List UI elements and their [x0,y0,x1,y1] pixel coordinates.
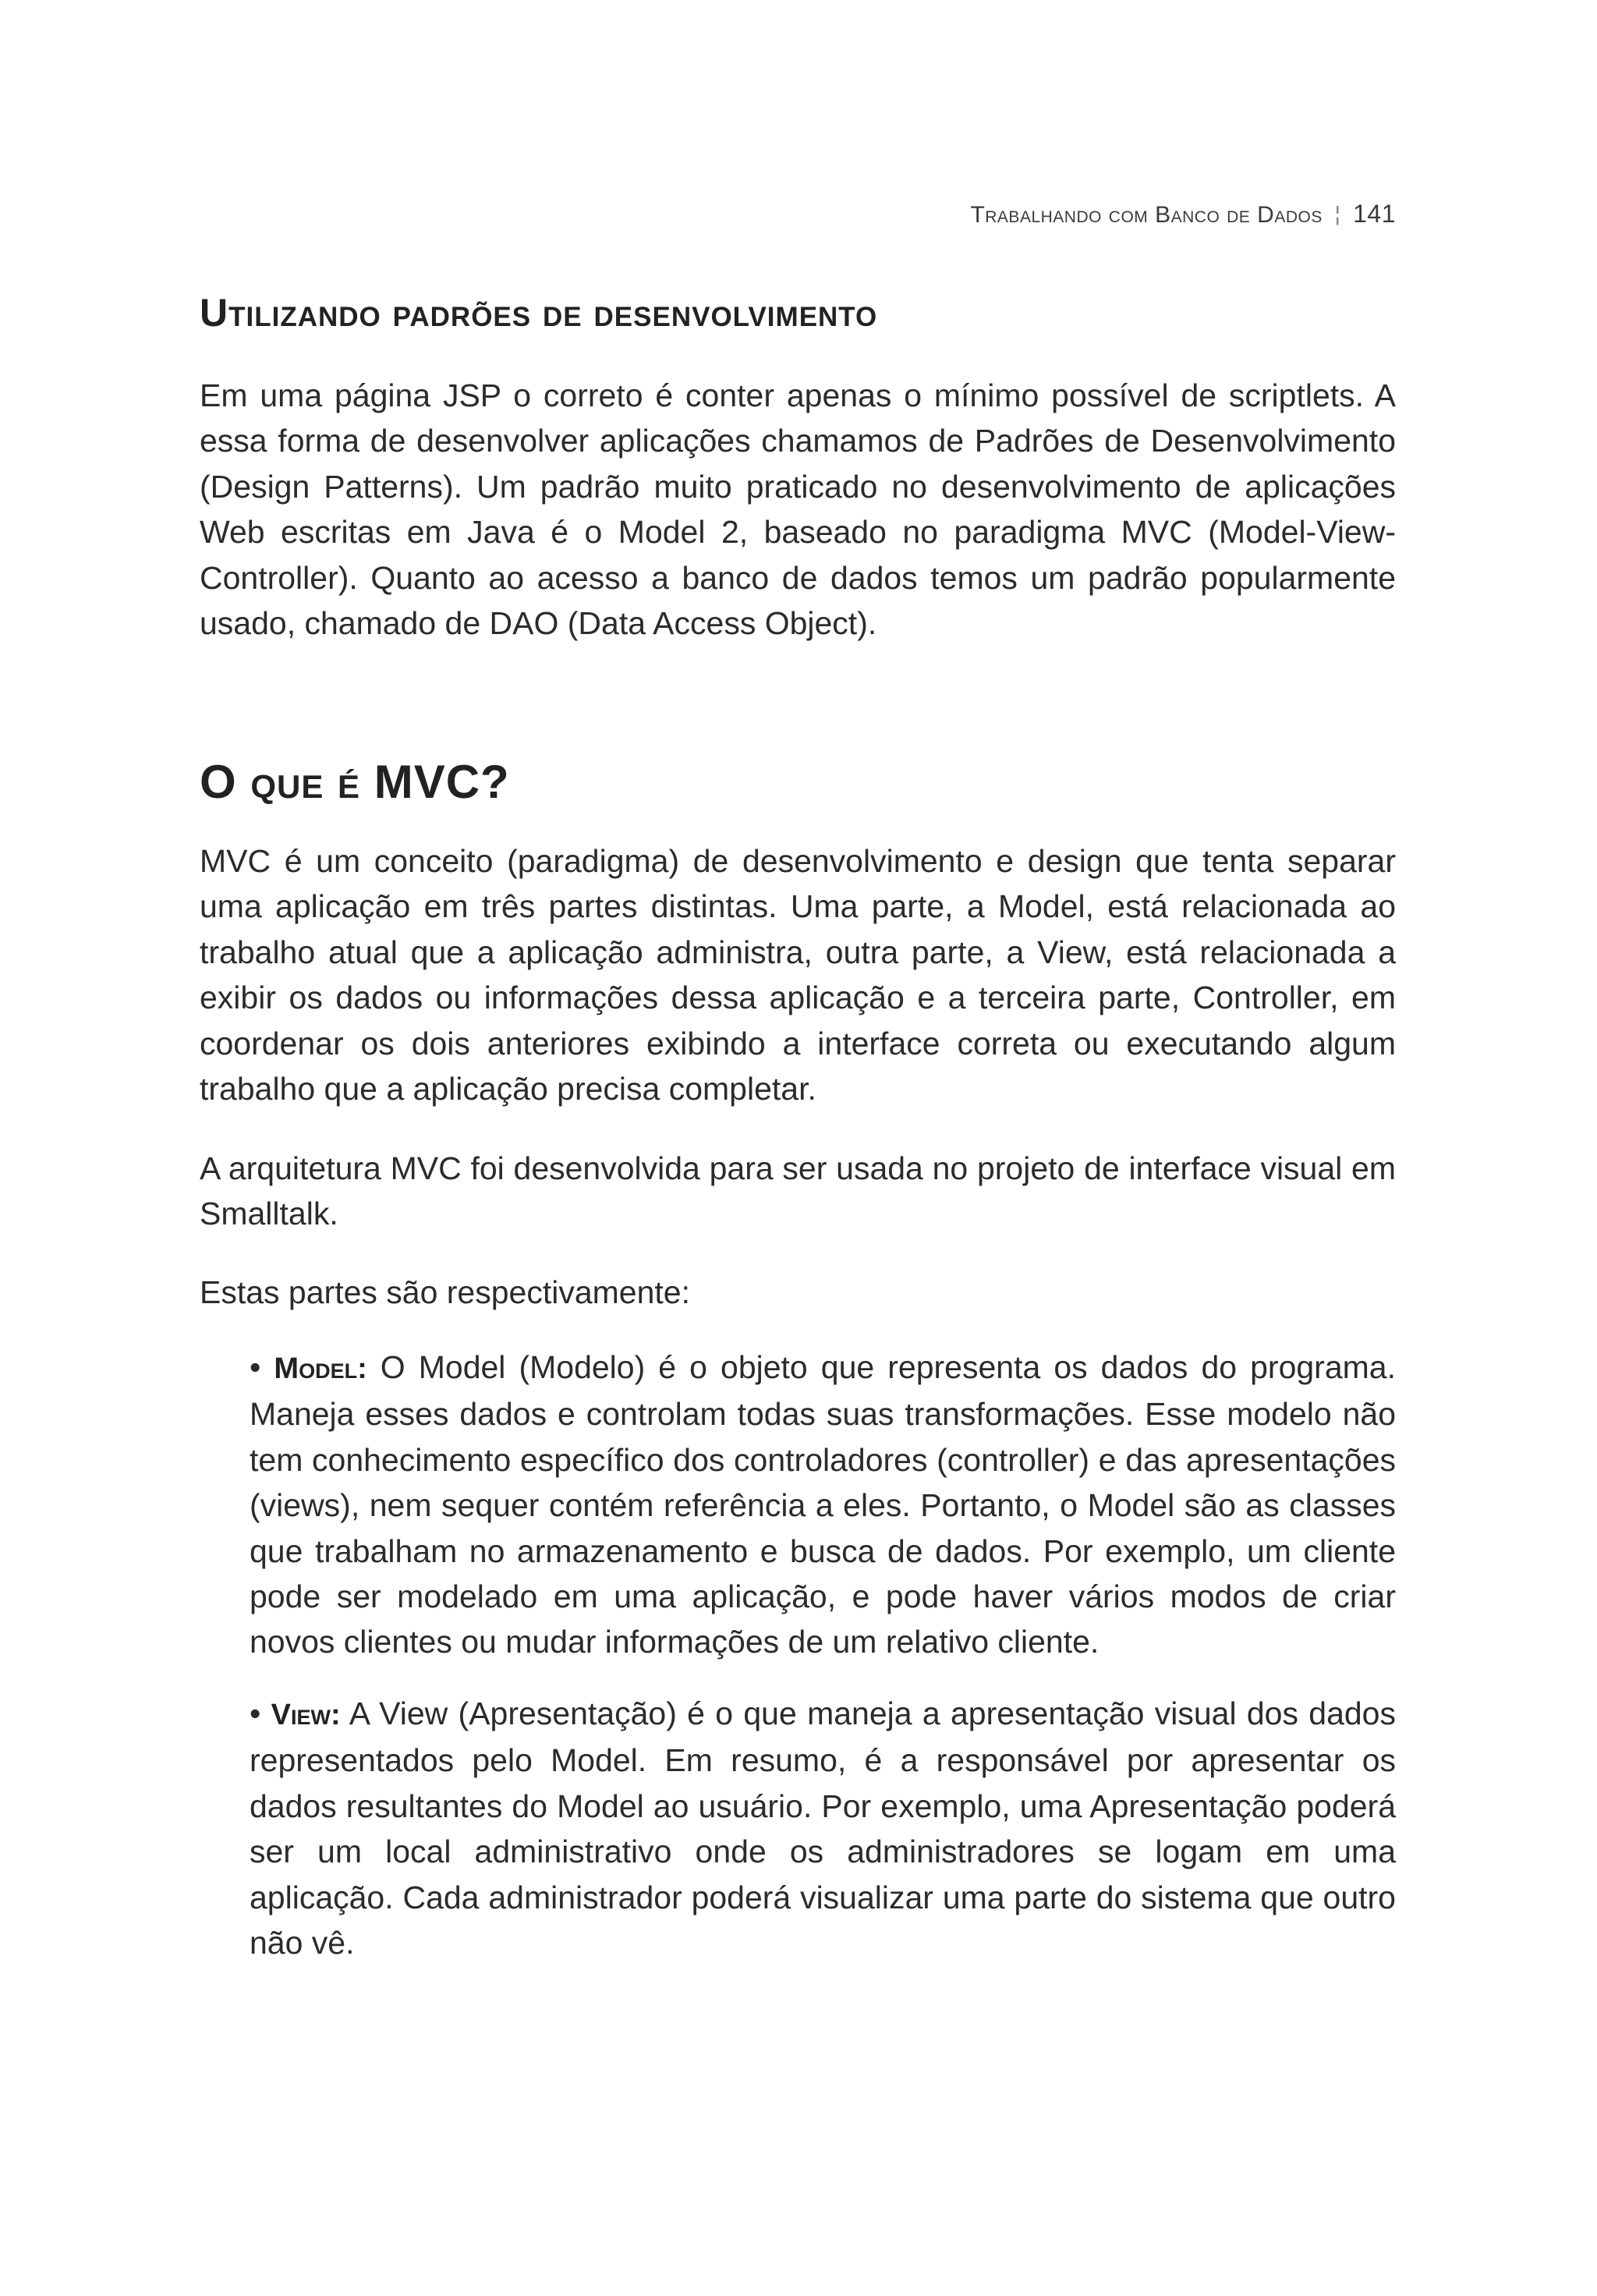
header-separator: ¦ [1334,202,1341,225]
running-title: Trabalhando com Banco de Dados [970,202,1323,228]
bullet-text-model: O Model (Modelo) é o objeto que representa os dados do programa. Maneja esses dados e controlam todas suas transformações. Esse modelo não tem conhecimento específico dos controladores (controller) e das apresentações (views), nem sequer contém referência a eles. Portanto, o Model são as classes que trabalham no armazenamento e busca de dados. Por exemplo, um cliente pode ser modelado em uma aplicação, e pode haver vários modos de criar novos clientes ou mudar informações de um relativo cliente. [250,1349,1396,1660]
bullet-marker: • [250,1349,261,1385]
paragraph-mvc-smalltalk: A arquitetura MVC foi desenvolvida para ser usada no projeto de interface visual em Smalltalk. [200,1150,1396,1232]
paragraph-mvc-definition: MVC é um conceito (paradigma) de desenvolvimento e design que tenta separar uma aplicação em três partes distintas. Uma parte, a Model, está relacionada ao trabalho atual que a aplicação administra, outra parte, a View, está relacionada a exibir os dados ou informações dessa aplicação e a terceira parte, Controller, em coordenar os dois anteriores exibindo a interface correta ou executando algum trabalho que a aplicação precisa completar. [200,843,1396,1107]
bullet-term-view: View: [271,1699,341,1731]
page-number: 141 [1353,200,1396,228]
section-heading-mvc: O que é MVC? [200,756,510,808]
paragraph-parts-intro: Estas partes são respectivamente: [200,1274,690,1310]
bullet-term-model: Model: [274,1352,367,1385]
bullet-item-model [250,1345,1396,1665]
bullet-item-view [250,1691,1396,1965]
bullet-marker: • [250,1695,261,1731]
book-page [200,0,1396,2296]
section-heading-design-patterns: Utilizando padrões de desenvolvimento [200,291,878,335]
paragraph-design-patterns: Em uma página JSP o correto é conter apenas o mínimo possível de scriptlets. A essa forma de desenvolver aplicações chamamos de Padrões de Desenvolvimento (Design Patterns). Um padrão muito praticado no desenvolvimento de aplicações Web escritas em Java é o Model 2, baseado no paradigma MVC (Model-View-Controller). Quanto ao acesso a banco de dados temos um padrão popularmente usado, chamado de DAO (Data Access Object). [200,377,1396,642]
running-header [970,200,1396,229]
bullet-text-view: A View (Apresentação) é o que maneja a apresentação visual dos dados representados pelo Model. Em resumo, é a responsável por apresentar os dados resultantes do Model ao usuário. Por exemplo, uma Apresentação poderá ser um local administrativo onde os administradores se logam em uma aplicação. Cada administrador poderá visualizar uma parte do sistema que outro não vê. [250,1695,1396,1961]
